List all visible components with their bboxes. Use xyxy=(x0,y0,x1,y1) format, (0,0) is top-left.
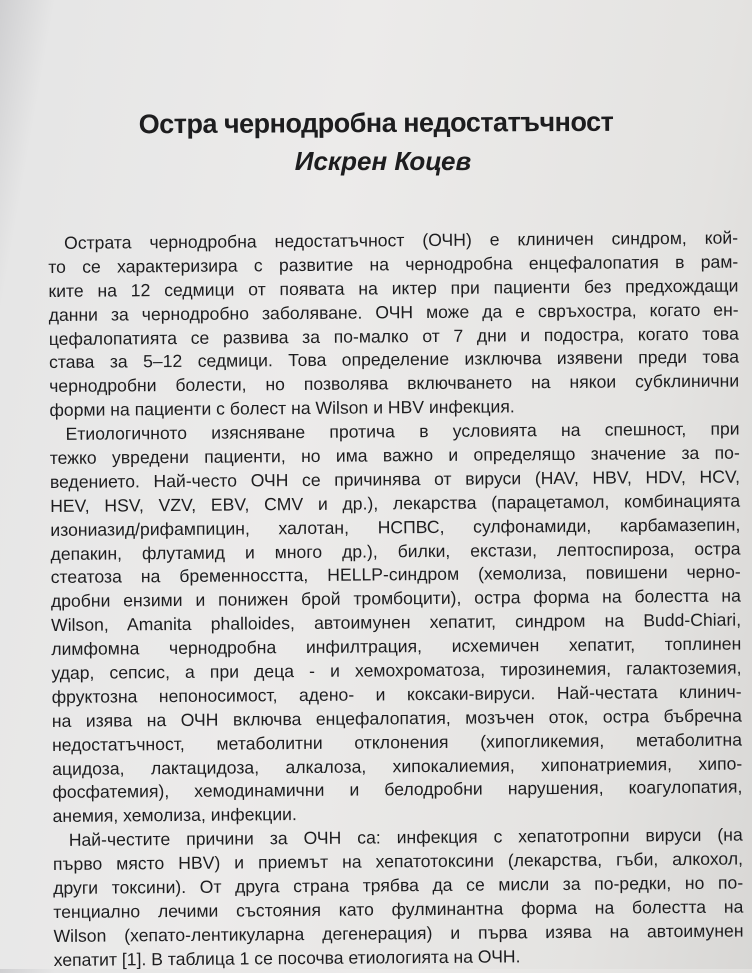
text-line: дробни ензими и понижен брой тромбоцити), остра форма на болестта на xyxy=(50,585,741,612)
paragraph xyxy=(50,418,743,830)
text-line: други токсини). От друга страна трябва да се мисли за по-редки, но по- xyxy=(53,872,744,899)
text-line: то се характеризира с развитие на чернодробна енцефалопатия в рам- xyxy=(48,251,739,277)
text-line: Wilson (хепато-лентикуларна дегенерация) и първа изява на автоимунен xyxy=(53,920,744,946)
text-line: ацидоза, лактацидоза, алкалоза, хипокалиемия, хипонатриемия, хипо- xyxy=(52,753,743,779)
text-line: форми на пациенти с болест на Wilson и HBV инфекция. xyxy=(49,396,515,421)
text-line: става за 5–12 седмици. Това определение изключва изявени преди това xyxy=(48,347,740,373)
paragraph xyxy=(53,824,744,973)
text-line: депакин, флутамид и много др.), билки, екстази, лептоспироза, остра xyxy=(50,538,741,564)
text-line: тенциално лечими състояния като фулминантна форма на болестта на xyxy=(53,896,744,922)
text-line: анемия, хемолиза, инфекции. xyxy=(52,804,297,827)
text-line: удар, сепсис, а при деца - и хемохроматоза, тирозинемия, галактоземия, xyxy=(51,657,742,684)
text-line: чернодробни болести, но позволява включването на някои субклинични xyxy=(49,370,740,397)
text-line: данни за чернодробно заболяване. ОЧН може да е свръхостра, когато ен- xyxy=(48,299,739,325)
paragraph xyxy=(48,227,739,424)
text-line: лимфомна чернодробна инфилтрация, исхемичен хепатит, топлинен xyxy=(51,633,742,660)
article-body xyxy=(48,227,744,973)
text-line: Етиологичното изясняване протича в условията на спешност, при xyxy=(65,418,740,444)
text-line: HEV, HSV, VZV, EBV, CMV и др.), лекарства (парацетамол, комбинацията xyxy=(50,490,741,516)
text-line: недостатъчност, метаболитни отклонения (хипогликемия, метаболитна xyxy=(51,729,743,755)
text-line: фруктозна непоносимост, адено- и коксаки-вируси. Най-честата клинич- xyxy=(51,681,742,707)
text-line: ведението. Най-често ОЧН се причинява от вируси (HAV, HBV, HDV, HCV, xyxy=(49,466,741,492)
text-line: Wilson, Amanita phalloides, автоимунен хепатит, синдром на Budd-Chiari, xyxy=(51,609,742,636)
text-line: стеатоза на бременносстта, HELLP-синдром (хемолиза, повишени черно- xyxy=(50,562,741,588)
text-line: първо място HBV) и приемът на хепатотоксини (лекарства, гъби, алкохол, xyxy=(52,848,744,875)
text-line: Най-честите причини за ОЧН са: инфекция с хепатотропни вируси (на xyxy=(68,824,743,851)
text-line: тежко увредени пациенти, но има важно и определящо значение за по- xyxy=(49,442,740,469)
text-line: фосфатемия), хемодинамични и белодробни нарушения, коагулопатия, xyxy=(52,777,743,803)
text-line: цефалопатията се развива за по-малко от 7 дни и подостра, когато това xyxy=(48,323,739,349)
article-title: Остра чернодробна недостатъчност xyxy=(138,106,614,140)
text-line: изониазид/рифампицин, халотан, НСПВС, сулфонамиди, карбамазепин, xyxy=(50,514,741,540)
text-line: ките на 12 седмици от появата на иктер при пациенти без предхождащи xyxy=(48,275,739,301)
text-line: на изява на ОЧН включва енцефалопатия, мозъчен оток, остра бъбречна xyxy=(51,705,742,731)
article-author: Искрен Коцев xyxy=(294,146,472,176)
text-line: хепатит [1]. В таблица 1 се посочва етиологията на ОЧН. xyxy=(53,946,521,970)
text-line: Острата чернодробна недостатъчност (ОЧН) е клиничен синдром, кой- xyxy=(64,227,739,253)
